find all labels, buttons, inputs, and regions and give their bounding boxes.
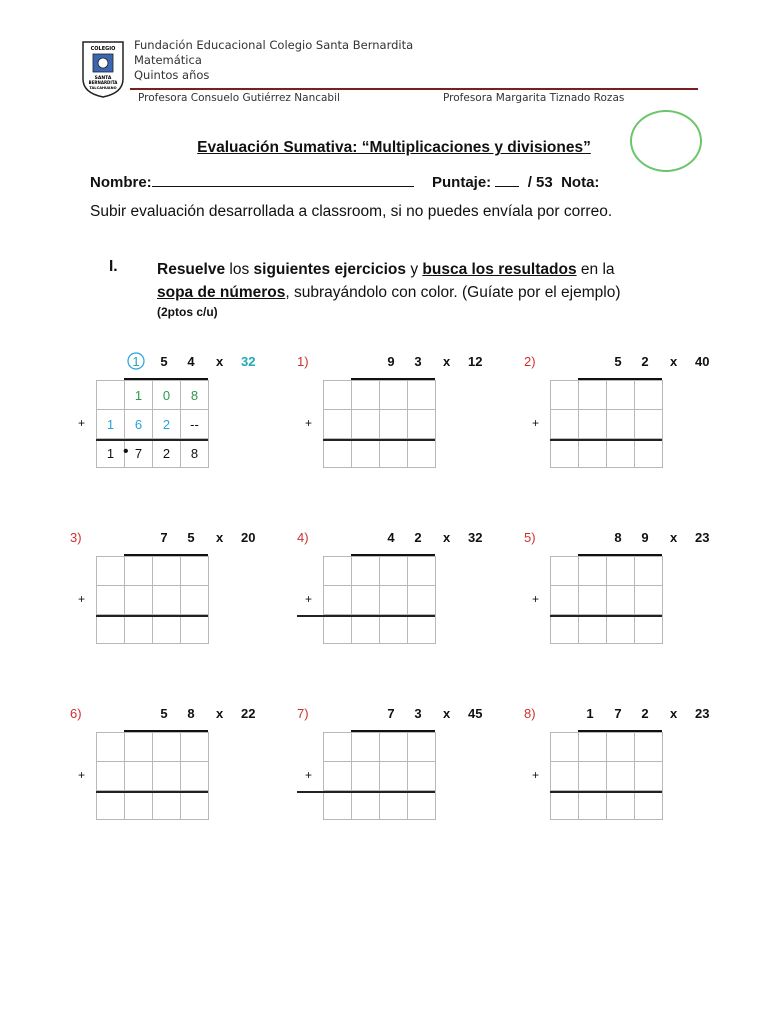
- points-note: (2ptos c/u): [157, 305, 218, 319]
- answer-cell[interactable]: [408, 733, 436, 762]
- answer-cell[interactable]: [97, 557, 125, 586]
- exercise-number: 7): [297, 706, 309, 721]
- answer-cell[interactable]: [125, 733, 153, 762]
- answer-cell[interactable]: [352, 733, 380, 762]
- answer-cell[interactable]: [579, 439, 607, 468]
- answer-cell[interactable]: [125, 791, 153, 820]
- plus-sign: +: [78, 416, 86, 430]
- factor-digit: 7: [160, 530, 168, 545]
- multiplication-grid: [323, 380, 436, 468]
- answer-cell[interactable]: [153, 586, 181, 615]
- answer-cell[interactable]: [181, 615, 209, 644]
- answer-cell[interactable]: [607, 410, 635, 439]
- answer-cell[interactable]: [380, 381, 408, 410]
- answer-cell[interactable]: [635, 733, 663, 762]
- answer-cell[interactable]: [380, 762, 408, 791]
- factor-digit: 9: [387, 354, 395, 369]
- carry-digit: 1: [132, 354, 140, 369]
- answer-cell[interactable]: [324, 733, 352, 762]
- multiplier: 12: [468, 354, 483, 369]
- answer-cell[interactable]: [408, 791, 436, 820]
- sum-line: [550, 439, 662, 441]
- multiplier: 32: [468, 530, 483, 545]
- exercise-8: [524, 706, 744, 846]
- sum-line: [297, 615, 435, 617]
- answer-cell[interactable]: [551, 557, 579, 586]
- exercise-number: 4): [297, 530, 309, 545]
- svg-text:TALCAHUANO: TALCAHUANO: [89, 86, 117, 90]
- svg-text:SANTA: SANTA: [94, 76, 112, 81]
- answer-cell[interactable]: [125, 762, 153, 791]
- answer-cell[interactable]: [408, 410, 436, 439]
- answer-cell[interactable]: [125, 615, 153, 644]
- answer-cell[interactable]: [153, 791, 181, 820]
- factor-digit: 4: [187, 354, 195, 369]
- exercise-2: [524, 354, 744, 494]
- answer-cell[interactable]: [324, 557, 352, 586]
- multiplication-grid: 1 0 8 1 6 2 -- 1 7 2 8: [96, 380, 209, 468]
- subject-name: Matemática: [134, 53, 202, 67]
- teacher-2: Profesora Margarita Tiznado Rozas: [443, 92, 625, 104]
- answer-cell[interactable]: [352, 381, 380, 410]
- factor-digit: 2: [641, 706, 649, 721]
- exercise-number: 3): [70, 530, 82, 545]
- factor-digit: 2: [414, 530, 422, 545]
- answer-cell[interactable]: [607, 586, 635, 615]
- instruction-text: Subir evaluación desarrollada a classroom, si no puedes envíala por correo.: [90, 203, 613, 220]
- answer-cell[interactable]: [324, 615, 352, 644]
- multiplier: 23: [695, 706, 710, 721]
- answer-cell[interactable]: [324, 381, 352, 410]
- factor-digit: 3: [414, 354, 422, 369]
- answer-cell[interactable]: [579, 762, 607, 791]
- answer-cell[interactable]: [352, 791, 380, 820]
- factor-digit: 7: [614, 706, 622, 721]
- factor-digit: 8: [614, 530, 622, 545]
- sum-line: [96, 791, 208, 793]
- teacher-1: Profesora Consuelo Gutiérrez Nancabil: [138, 92, 340, 104]
- logo-text-colegio: COLEGIO: [90, 46, 116, 52]
- multiplication-grid: [96, 556, 209, 644]
- multiplier: 40: [695, 354, 710, 369]
- sum-line: [323, 439, 435, 441]
- factor-digit: 3: [414, 706, 422, 721]
- svg-text:BERNARDITA: BERNARDITA: [88, 80, 118, 85]
- answer-cell[interactable]: [352, 615, 380, 644]
- answer-cell[interactable]: [380, 410, 408, 439]
- times-sign: x: [670, 530, 678, 545]
- decimal-dot: •: [123, 443, 129, 460]
- answer-cell[interactable]: [153, 733, 181, 762]
- factor-digit: 4: [387, 530, 395, 545]
- answer-cell[interactable]: [181, 733, 209, 762]
- times-sign: x: [216, 706, 224, 721]
- answer-cell[interactable]: [324, 586, 352, 615]
- plus-sign: +: [532, 768, 540, 782]
- factor-digit: 5: [160, 706, 168, 721]
- answer-cell[interactable]: [408, 439, 436, 468]
- answer-cell[interactable]: [607, 439, 635, 468]
- sum-line: [96, 615, 208, 617]
- factor-digit: 5: [187, 530, 195, 545]
- answer-cell[interactable]: [97, 586, 125, 615]
- answer-cell[interactable]: [579, 557, 607, 586]
- times-sign: x: [670, 354, 678, 369]
- answer-cell[interactable]: [579, 733, 607, 762]
- factor-digit: 1: [586, 706, 594, 721]
- answer-cell[interactable]: [607, 381, 635, 410]
- answer-cell[interactable]: [352, 439, 380, 468]
- answer-cell[interactable]: [607, 615, 635, 644]
- plus-sign: +: [305, 592, 313, 606]
- sum-line: [550, 791, 662, 793]
- multiplication-grid: [550, 732, 663, 820]
- multiplication-grid: [96, 732, 209, 820]
- sum-line: [297, 791, 435, 793]
- exercise-3: [70, 530, 290, 670]
- school-name: Fundación Educacional Colegio Santa Bernardita: [134, 38, 414, 52]
- sum-line: [550, 615, 662, 617]
- answer-cell[interactable]: [551, 410, 579, 439]
- answer-cell[interactable]: [380, 439, 408, 468]
- answer-cell[interactable]: [551, 791, 579, 820]
- exercise-number: 2): [524, 354, 536, 369]
- answer-cell[interactable]: [380, 586, 408, 615]
- answer-cell[interactable]: [635, 410, 663, 439]
- answer-cell[interactable]: [181, 791, 209, 820]
- answer-cell[interactable]: [635, 439, 663, 468]
- answer-cell[interactable]: [635, 791, 663, 820]
- school-logo: [80, 39, 126, 99]
- plus-sign: +: [532, 592, 540, 606]
- answer-cell[interactable]: [635, 615, 663, 644]
- times-sign: x: [216, 530, 224, 545]
- times-sign: x: [216, 354, 224, 369]
- answer-cell[interactable]: [125, 586, 153, 615]
- answer-cell[interactable]: [579, 410, 607, 439]
- section-number: I.: [109, 258, 118, 275]
- exercise-number: 8): [524, 706, 536, 721]
- answer-cell[interactable]: [380, 733, 408, 762]
- page-title: Evaluación Sumativa: “Multiplicaciones y divisiones”: [197, 139, 591, 156]
- answer-cell[interactable]: [551, 439, 579, 468]
- answer-cell[interactable]: [607, 557, 635, 586]
- example-exercise: [70, 354, 290, 494]
- answer-cell[interactable]: [607, 791, 635, 820]
- header-divider: [130, 88, 698, 90]
- answer-cell[interactable]: [635, 586, 663, 615]
- multiplier: 22: [241, 706, 256, 721]
- times-sign: x: [443, 706, 451, 721]
- answer-cell[interactable]: [635, 557, 663, 586]
- answer-cell[interactable]: [635, 381, 663, 410]
- answer-cell[interactable]: [153, 615, 181, 644]
- puntaje-field: Puntaje: / 53 Nota:: [432, 174, 600, 191]
- plus-sign: +: [532, 416, 540, 430]
- answer-cell[interactable]: [181, 557, 209, 586]
- nombre-field: Nombre:: [90, 172, 414, 191]
- plus-sign: +: [305, 416, 313, 430]
- answer-cell[interactable]: [408, 557, 436, 586]
- multiplier: 23: [695, 530, 710, 545]
- answer-cell[interactable]: [380, 791, 408, 820]
- answer-cell[interactable]: [153, 762, 181, 791]
- plus-sign: +: [305, 768, 313, 782]
- exercise-number: 5): [524, 530, 536, 545]
- answer-cell[interactable]: [579, 791, 607, 820]
- answer-cell[interactable]: [324, 439, 352, 468]
- multiplier: 32: [241, 354, 256, 369]
- exercise-number: 6): [70, 706, 82, 721]
- answer-cell[interactable]: [97, 615, 125, 644]
- answer-cell[interactable]: [181, 762, 209, 791]
- multiplier: 20: [241, 530, 256, 545]
- answer-cell[interactable]: [324, 410, 352, 439]
- answer-cell[interactable]: [607, 762, 635, 791]
- factor-digit: 2: [641, 354, 649, 369]
- answer-cell[interactable]: [380, 615, 408, 644]
- answer-cell[interactable]: [551, 733, 579, 762]
- exercise-7: [297, 706, 517, 846]
- exercise-1: [297, 354, 517, 494]
- answer-cell[interactable]: [551, 586, 579, 615]
- answer-cell[interactable]: [551, 381, 579, 410]
- times-sign: x: [443, 530, 451, 545]
- answer-cell[interactable]: [352, 410, 380, 439]
- answer-cell[interactable]: [153, 557, 181, 586]
- answer-cell[interactable]: [125, 557, 153, 586]
- answer-cell[interactable]: [408, 615, 436, 644]
- factor-digit: 5: [160, 354, 168, 369]
- sum-line: [96, 439, 208, 441]
- multiplication-grid: [323, 556, 436, 644]
- answer-cell[interactable]: [551, 615, 579, 644]
- answer-cell[interactable]: [408, 381, 436, 410]
- answer-cell[interactable]: [635, 762, 663, 791]
- exercise-4: [297, 530, 517, 670]
- answer-cell[interactable]: [579, 615, 607, 644]
- answer-cell[interactable]: [97, 791, 125, 820]
- multiplier: 45: [468, 706, 483, 721]
- multiplication-grid: [323, 732, 436, 820]
- answer-cell[interactable]: [380, 557, 408, 586]
- answer-cell[interactable]: [607, 733, 635, 762]
- factor-digit: 5: [614, 354, 622, 369]
- exercise-5: [524, 530, 744, 670]
- plus-sign: +: [78, 592, 86, 606]
- answer-cell[interactable]: [408, 586, 436, 615]
- answer-cell[interactable]: [408, 762, 436, 791]
- answer-cell[interactable]: [352, 762, 380, 791]
- answer-cell[interactable]: [551, 762, 579, 791]
- factor-digit: 9: [641, 530, 649, 545]
- exercise-number: 1): [297, 354, 309, 369]
- multiplication-grid: [550, 556, 663, 644]
- answer-cell[interactable]: [579, 586, 607, 615]
- grade-name: Quintos años: [134, 68, 210, 82]
- factor-digit: 7: [387, 706, 395, 721]
- answer-cell[interactable]: [324, 791, 352, 820]
- times-sign: x: [670, 706, 678, 721]
- answer-cell[interactable]: [579, 381, 607, 410]
- multiplication-grid: [550, 380, 663, 468]
- exercise-6: [70, 706, 290, 846]
- answer-cell[interactable]: [352, 586, 380, 615]
- factor-digit: 8: [187, 706, 195, 721]
- answer-cell[interactable]: [97, 733, 125, 762]
- times-sign: x: [443, 354, 451, 369]
- answer-cell[interactable]: [97, 762, 125, 791]
- answer-cell[interactable]: [352, 557, 380, 586]
- answer-cell[interactable]: [324, 762, 352, 791]
- answer-cell[interactable]: [181, 586, 209, 615]
- plus-sign: +: [78, 768, 86, 782]
- section-instruction: Resuelve los siguientes ejercicios y busca los resultados en la sopa de números, subrayándolo con color. (Guíate por el ejemplo): [157, 261, 621, 301]
